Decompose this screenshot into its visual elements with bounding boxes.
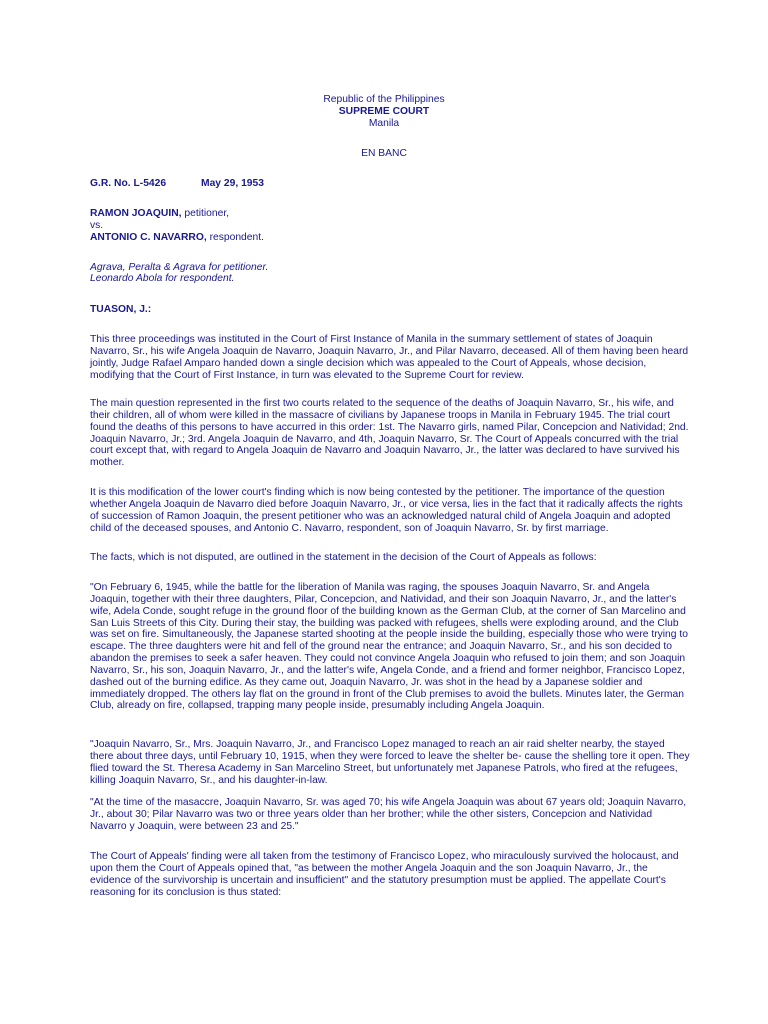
counsel-respondent: Leonardo Abola for respondent. xyxy=(90,273,235,284)
paragraph-3: It is this modification of the lower court's finding which is now being contested by the petitioner. The importance of the question whether Angela Joaquin de Navarro died before Joaquin Navarro, Jr., or vice versa, lies in the fact that it radically affects the rights of succession of Ramon Joaquin, the present petitioner who was an acknowledged natural child of Angela Joaquin and adopted child of the deceased spouses, and Antonio C. Navarro, respondent, son of Joaquin Navarro, Sr. by first marriage. xyxy=(90,487,683,534)
court-name: SUPREME COURT xyxy=(338,106,430,117)
paragraph-1: This three proceedings was instituted in the Court of First Instance of Manila in the summary settlement of states of Joaquin Navarro, Sr., his wife Angela Joaquin de Navarro, Joaquin Navarro, Jr., and Pilar Navarro, deceased. All of them having been heard jointly, Judge Rafael Amparo handed down a single decision which was appealed to the Court of Appeals, whose decision, modifying that the Court of First Instance, in turn was elevated to the Supreme Court for review. xyxy=(90,334,689,381)
paragraph-5-quote: "On February 6, 1945, while the battle for the liberation of Manila was raging, the spouses Joaquin Navarro, Sr. and Angela Joaquin, together with their three daughters, Pilar, Concepcion, and Natividad, and their son Joaquin Navarro, Jr., and the latter's wife, Adela Conde, sought refuge in the ground floor of the building known as the German Club, at the corner of San Marcelino and San Luis Streets of this City. During their stay, the building was packed with refugees, shells were exploding around, and the Club was set on fire. Simultaneously, the Japanese started shooting at the people inside the building, especially those who were trying to escape. The three daughters were hit and fell of the ground near the entrance; and Joaquin Navarro, Sr., and his son decided to abandon the premises to seek a safer heaven. They could not convince Angela Joaquin who refused to join them; and son Joaquin Navarro, Sr., his son, Joaquin Navarro, Jr., and the latter's wife, Angela Conde, and a friend and former neighbor, Francisco Lopez, dashed out of the burning edifice. As they came out, Joaquin Navarro, Jr. was shot in the head by a Japanese soldier and immediately dropped. The others lay flat on the ground in front of the Club premises to avoid the bullets. Minutes later, the German Club, already on fire, collapsed, trapping many people inside, presumably including Angela Joaquin. xyxy=(90,582,688,712)
counsel-petitioner: Agrava, Peralta & Agrava for petitioner. xyxy=(90,262,269,273)
respondent-role: respondent. xyxy=(206,232,264,243)
paragraph-6-quote: "Joaquin Navarro, Sr., Mrs. Joaquin Navarro, Jr., and Francisco Lopez managed to reach an air raid shelter nearby, the stayed there about three days, until February 10, 1915, when they were forced to leave the shelter be- cause the shelling tore it open. They flied toward the St. Theresa Academy in San Marcelino Street, but unfortunately met Japanese Patrols, who fired at the refugees, killing Joaquin Navarro, Sr., and his daughter-in-law. xyxy=(90,739,690,786)
paragraph-4: The facts, which is not disputed, are outlined in the statement in the decision of the Court of Appeals as follows: xyxy=(90,552,597,563)
petitioner-name: RAMON JOAQUIN, xyxy=(90,208,182,219)
petitioner-line xyxy=(90,208,229,220)
respondent-line xyxy=(90,232,264,244)
case-date: May 29, 1953 xyxy=(201,178,264,189)
republic-line: Republic of the Philippines xyxy=(323,94,445,105)
versus-label: vs. xyxy=(90,220,104,231)
division-label: EN BANC xyxy=(361,148,407,159)
paragraph-7-quote: "At the time of the masaccre, Joaquin Navarro, Sr. was aged 70; his wife Angela Joaquin was about 67 years old; Joaquin Navarro, Jr., about 30; Pilar Navarro was two or three years older than her brother; while the other sisters, Concepcion and Natividad Navarro y Joaquin, were between 23 and 25." xyxy=(90,797,687,832)
ponente: TUASON, J.: xyxy=(90,304,152,315)
paragraph-2: The main question represented in the first two courts related to the sequence of the deaths of Joaquin Navarro, Sr., his wife, and their children, all of whom were killed in the massacre of civilians by Japanese troops in Manila in February 1945. The trial court found the deaths of this persons to have accurred in this order: 1st. The Navarro girls, named Pilar, Concepcion and Natividad; 2nd. Joaquin Navarro, Jr.; 3rd. Angela Joaquin de Navarro, and 4th, Joaquin Navarro, Sr. The Court of Appeals concurred with the trial court except that, with regard to Angela Joaquin de Navarro and Joaquin Navarro, Jr., the latter was declared to have survived his mother. xyxy=(90,398,689,469)
case-number: G.R. No. L-5426 xyxy=(90,178,167,189)
petitioner-role: petitioner, xyxy=(181,208,230,219)
respondent-name: ANTONIO C. NAVARRO, xyxy=(90,232,207,243)
paragraph-8: The Court of Appeals' finding were all taken from the testimony of Francisco Lopez, who miraculously survived the holocaust, and upon them the Court of Appeals opined that, "as between the mother Angela Joaquin and the son Joaquin Navarro, Jr., the evidence of the survivorship is uncertain and insufficient" and the statutory presumption must be applied. The appellate Court's reasoning for its conclusion is thus stated: xyxy=(90,851,679,898)
court-city: Manila xyxy=(368,118,400,129)
